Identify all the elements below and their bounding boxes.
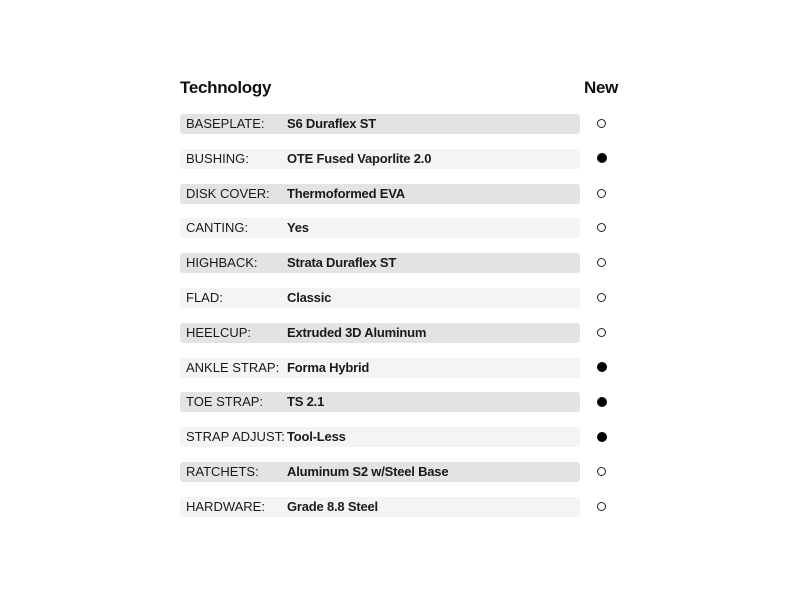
spec-value: Strata Duraflex ST [287, 255, 397, 271]
spec-label: HARDWARE: [186, 498, 265, 514]
spec-value: TS 2.1 [287, 394, 325, 410]
spec-value: Classic [287, 289, 332, 305]
spec-value: S6 Duraflex ST [287, 116, 376, 131]
spec-row-ratchets [180, 462, 625, 482]
filled-circle-icon [597, 153, 607, 163]
empty-circle-icon [597, 119, 606, 128]
empty-circle-icon [597, 328, 606, 337]
spec-row-hardware [180, 497, 625, 517]
section-title: Technology [180, 78, 272, 97]
spec-value: Grade 8.8 Steel [287, 498, 378, 514]
spec-value: Extruded 3D Aluminum [287, 324, 427, 340]
technology-spec-table [180, 78, 625, 532]
spec-label: BUSHING: [186, 150, 249, 166]
spec-label: ANKLE STRAP: [186, 359, 280, 375]
spec-row-baseplate [180, 114, 625, 134]
spec-label: BASEPLATE: [186, 116, 265, 131]
spec-label: HEELCUP: [186, 324, 252, 340]
empty-circle-icon [597, 467, 606, 476]
new-column-header: New [584, 78, 619, 97]
table-header [180, 78, 625, 102]
filled-circle-icon [597, 362, 607, 372]
spec-row-strap-adjust [180, 427, 625, 447]
spec-label: HIGHBACK: [186, 255, 258, 271]
spec-row-flad [180, 288, 625, 308]
spec-label: DISK COVER: [186, 185, 270, 201]
spec-row-highback [180, 253, 625, 273]
spec-value: Tool-Less [287, 429, 346, 445]
spec-row-heelcup [180, 323, 625, 343]
spec-row-toe-strap [180, 392, 625, 412]
spec-label: FLAD: [186, 289, 223, 305]
spec-row-bushing [180, 149, 625, 169]
spec-value: Yes [287, 220, 309, 236]
filled-circle-icon [597, 432, 607, 442]
spec-value: Aluminum S2 w/Steel Base [287, 463, 449, 479]
empty-circle-icon [597, 189, 606, 198]
spec-value: Thermoformed EVA [287, 185, 405, 201]
spec-row-canting [180, 218, 625, 238]
spec-row-disk-cover [180, 184, 625, 204]
empty-circle-icon [597, 258, 606, 267]
spec-label: CANTING: [186, 220, 249, 236]
spec-value: Forma Hybrid [287, 359, 370, 375]
empty-circle-icon [597, 223, 606, 232]
spec-row-ankle-strap [180, 358, 625, 378]
spec-value: OTE Fused Vaporlite 2.0 [287, 150, 432, 166]
empty-circle-icon [597, 293, 606, 302]
row-background [180, 288, 580, 308]
empty-circle-icon [597, 502, 606, 511]
spec-label: RATCHETS: [186, 463, 259, 479]
spec-label: TOE STRAP: [186, 394, 264, 410]
spec-label: STRAP ADJUST: [186, 429, 285, 445]
filled-circle-icon [597, 397, 607, 407]
